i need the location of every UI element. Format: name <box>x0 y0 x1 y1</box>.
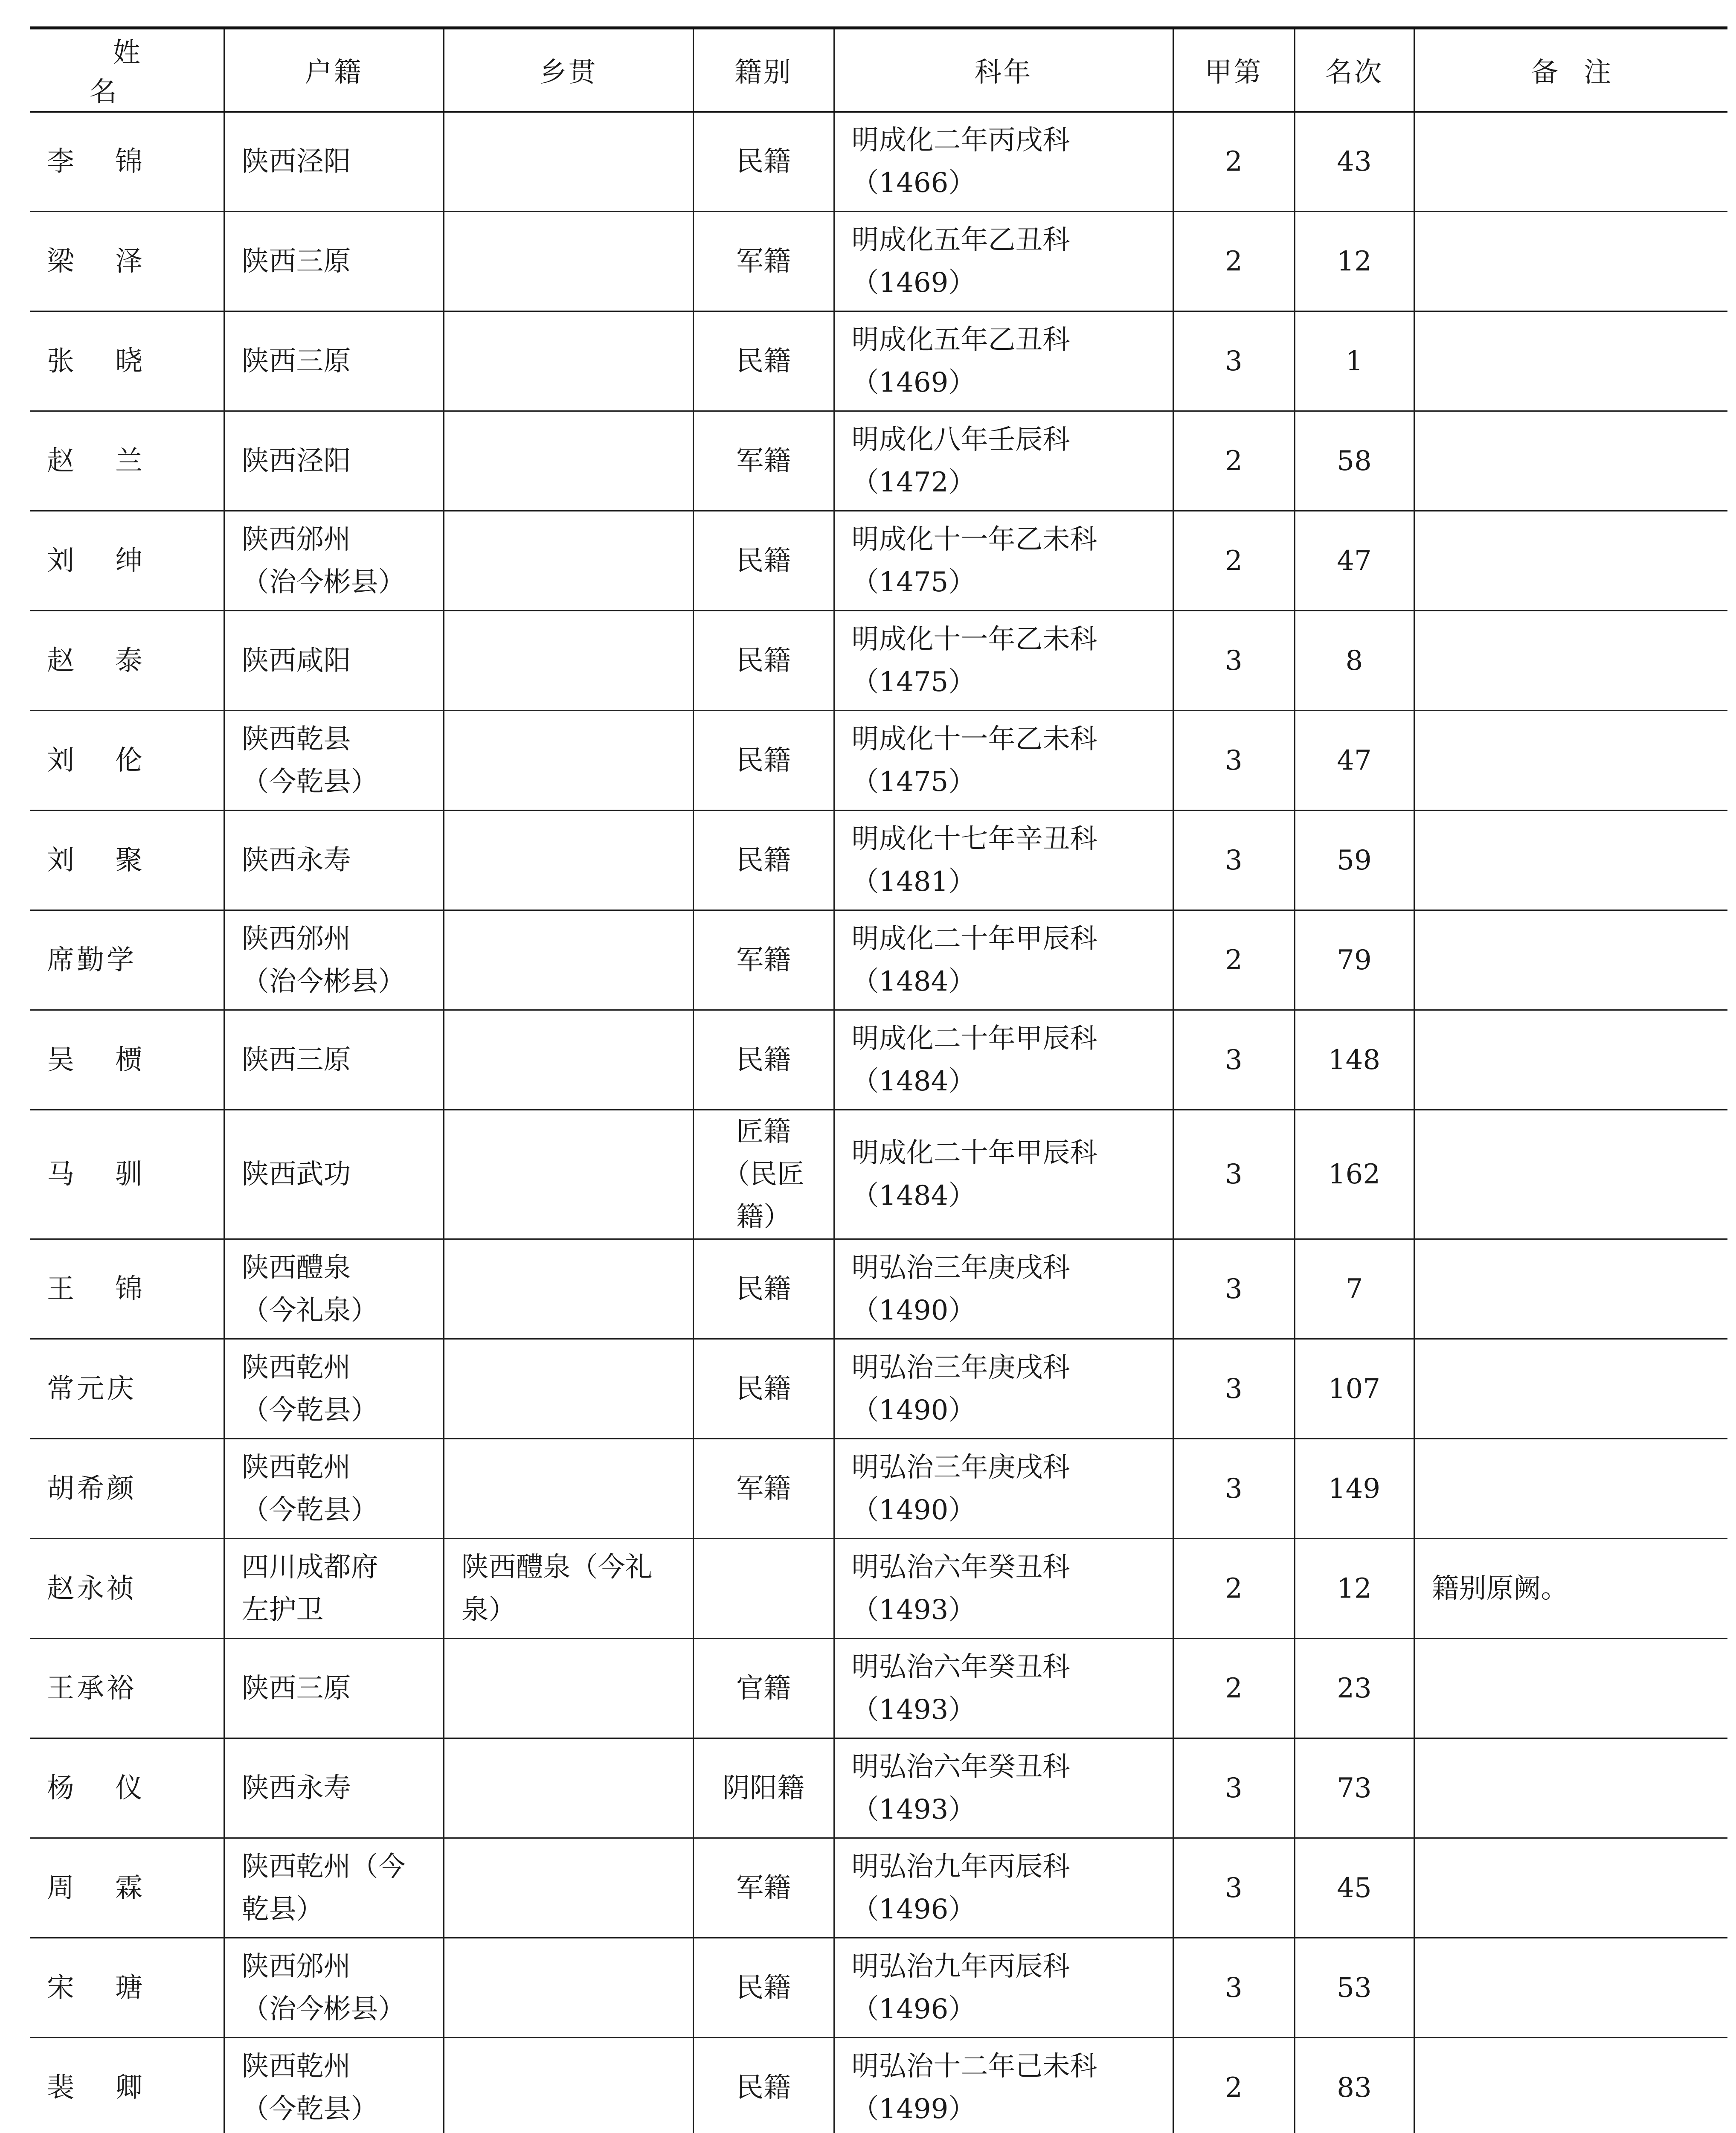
kenian-title: 明成化八年壬辰科 <box>851 424 1070 456</box>
kenian-title: 明弘治九年丙辰科 <box>851 1851 1070 1883</box>
header-huji: 户籍 <box>224 28 444 112</box>
cell-jibie: 军籍 <box>693 1439 834 1539</box>
cell-beizhu <box>1414 1838 1727 1938</box>
cell-kenian <box>834 511 1173 611</box>
cell-huji: 陕西邠州 （治今彬县） <box>224 910 444 1010</box>
cell-kenian <box>834 910 1173 1010</box>
kenian-title: 明弘治六年癸丑科 <box>851 1651 1070 1683</box>
cell-name: 赵泰 <box>30 611 224 711</box>
cell-beizhu <box>1414 1738 1727 1838</box>
cell-mingci: 1 <box>1295 311 1414 411</box>
cell-beizhu <box>1414 611 1727 711</box>
cell-kenian <box>834 1639 1173 1738</box>
kenian-title: 明成化二十年甲辰科 <box>851 1023 1097 1055</box>
cell-kenian <box>834 1938 1173 2038</box>
header-mingci: 名次 <box>1295 28 1414 112</box>
cell-jiadi: 2 <box>1173 112 1295 212</box>
kenian-year: （1490） <box>851 1494 976 1526</box>
table-row <box>30 1339 1727 1439</box>
cell-jibie: 军籍 <box>693 1838 834 1938</box>
cell-xiangguan <box>444 1938 693 2038</box>
cell-jibie: 民籍 <box>693 311 834 411</box>
table-row <box>30 1539 1727 1639</box>
cell-kenian <box>834 1738 1173 1838</box>
kenian-title: 明成化五年乙丑科 <box>851 324 1070 356</box>
table-row <box>30 1439 1727 1539</box>
cell-beizhu <box>1414 2038 1727 2133</box>
cell-kenian <box>834 311 1173 411</box>
cell-beizhu <box>1414 811 1727 910</box>
cell-jibie: 民籍 <box>693 611 834 711</box>
cell-huji: 陕西三原 <box>224 1010 444 1110</box>
cell-xiangguan <box>444 910 693 1010</box>
cell-name: 李锦 <box>30 112 224 212</box>
kenian-title: 明弘治六年癸丑科 <box>851 1551 1070 1583</box>
cell-kenian <box>834 1110 1173 1239</box>
cell-jiadi: 2 <box>1173 511 1295 611</box>
cell-huji: 陕西三原 <box>224 1639 444 1738</box>
kenian-year: （1481） <box>851 866 976 898</box>
cell-xiangguan <box>444 112 693 212</box>
kenian-title: 明成化十七年辛丑科 <box>851 823 1097 855</box>
kenian-title: 明弘治三年庚戌科 <box>851 1451 1070 1483</box>
table-row <box>30 1110 1727 1239</box>
cell-xiangguan <box>444 1838 693 1938</box>
cell-jibie: 官籍 <box>693 1639 834 1738</box>
kenian-title: 明弘治三年庚戌科 <box>851 1351 1070 1383</box>
cell-xiangguan <box>444 1010 693 1110</box>
cell-xiangguan <box>444 511 693 611</box>
table-row <box>30 212 1727 311</box>
kenian-year: （1496） <box>851 1893 976 1925</box>
cell-jiadi: 3 <box>1173 811 1295 910</box>
cell-kenian <box>834 1838 1173 1938</box>
table-row <box>30 1010 1727 1110</box>
header-jibie: 籍别 <box>693 28 834 112</box>
cell-xiangguan <box>444 1110 693 1239</box>
cell-huji: 陕西乾县 （今乾县） <box>224 711 444 811</box>
cell-name: 刘伦 <box>30 711 224 811</box>
table-row <box>30 112 1727 212</box>
table-row <box>30 311 1727 411</box>
cell-beizhu <box>1414 411 1727 511</box>
cell-jiadi: 3 <box>1173 711 1295 811</box>
cell-mingci: 149 <box>1295 1439 1414 1539</box>
cell-xiangguan <box>444 1439 693 1539</box>
cell-name: 王承裕 <box>30 1639 224 1738</box>
cell-jiadi: 2 <box>1173 411 1295 511</box>
cell-name: 赵兰 <box>30 411 224 511</box>
kenian-year: （1496） <box>851 1993 976 2025</box>
cell-xiangguan <box>444 611 693 711</box>
cell-beizhu <box>1414 1639 1727 1738</box>
kenian-year: （1484） <box>851 1180 976 1212</box>
cell-huji: 陕西乾州 （今乾县） <box>224 1339 444 1439</box>
kenian-title: 明弘治十二年己未科 <box>851 2050 1097 2082</box>
cell-jiadi: 2 <box>1173 2038 1295 2133</box>
cell-name: 马驯 <box>30 1110 224 1239</box>
kenian-title: 明成化十一年乙未科 <box>851 623 1097 655</box>
cell-beizhu <box>1414 112 1727 212</box>
cell-huji: 陕西泾阳 <box>224 411 444 511</box>
kenian-year: （1469） <box>851 366 976 398</box>
table-row <box>30 611 1727 711</box>
cell-xiangguan <box>444 1639 693 1738</box>
cell-mingci: 148 <box>1295 1010 1414 1110</box>
cell-xiangguan <box>444 1239 693 1339</box>
table-row <box>30 511 1727 611</box>
cell-kenian <box>834 2038 1173 2133</box>
cell-jibie: 民籍 <box>693 711 834 811</box>
header-beizhu: 备注 <box>1414 28 1727 112</box>
cell-huji: 陕西乾州 （今乾县） <box>224 2038 444 2133</box>
cell-kenian <box>834 811 1173 910</box>
cell-beizhu <box>1414 1439 1727 1539</box>
table-row <box>30 711 1727 811</box>
header-name: 姓名 <box>30 28 224 112</box>
cell-beizhu <box>1414 711 1727 811</box>
cell-name: 常元庆 <box>30 1339 224 1439</box>
cell-jiadi: 2 <box>1173 1639 1295 1738</box>
kenian-title: 明成化二十年甲辰科 <box>851 923 1097 955</box>
table-row <box>30 910 1727 1010</box>
kenian-year: （1493） <box>851 1694 976 1726</box>
cell-kenian <box>834 1010 1173 1110</box>
cell-huji: 陕西永寿 <box>224 1738 444 1838</box>
kenian-year: （1484） <box>851 965 976 997</box>
header-xiangguan: 乡贯 <box>444 28 693 112</box>
cell-jiadi: 3 <box>1173 611 1295 711</box>
cell-beizhu <box>1414 910 1727 1010</box>
jinshi-roster-table <box>30 26 1727 2133</box>
cell-mingci: 73 <box>1295 1738 1414 1838</box>
kenian-year: （1475） <box>851 566 976 598</box>
cell-xiangguan: 陕西醴泉（今礼 泉） <box>444 1539 693 1639</box>
cell-mingci: 79 <box>1295 910 1414 1010</box>
kenian-title: 明成化十一年乙未科 <box>851 523 1097 555</box>
cell-kenian <box>834 212 1173 311</box>
cell-xiangguan <box>444 811 693 910</box>
cell-name: 周霖 <box>30 1838 224 1938</box>
kenian-year: （1493） <box>851 1793 976 1825</box>
cell-huji: 陕西乾州 （今乾县） <box>224 1439 444 1539</box>
cell-jibie: 军籍 <box>693 411 834 511</box>
cell-name: 席勤学 <box>30 910 224 1010</box>
cell-name: 裴卿 <box>30 2038 224 2133</box>
kenian-year: （1469） <box>851 267 976 299</box>
cell-beizhu <box>1414 1239 1727 1339</box>
cell-huji: 陕西泾阳 <box>224 112 444 212</box>
cell-xiangguan <box>444 1738 693 1838</box>
cell-kenian <box>834 711 1173 811</box>
cell-mingci: 8 <box>1295 611 1414 711</box>
cell-name: 胡希颜 <box>30 1439 224 1539</box>
cell-mingci: 43 <box>1295 112 1414 212</box>
cell-beizhu <box>1414 1339 1727 1439</box>
cell-jibie <box>693 1539 834 1639</box>
cell-mingci: 45 <box>1295 1838 1414 1938</box>
cell-huji: 陕西咸阳 <box>224 611 444 711</box>
cell-mingci: 59 <box>1295 811 1414 910</box>
cell-jibie: 民籍 <box>693 811 834 910</box>
cell-name: 张晓 <box>30 311 224 411</box>
table-body <box>30 112 1727 2133</box>
cell-jiadi: 3 <box>1173 1110 1295 1239</box>
kenian-title: 明弘治六年癸丑科 <box>851 1751 1070 1783</box>
cell-mingci: 107 <box>1295 1339 1414 1439</box>
kenian-year: （1475） <box>851 666 976 698</box>
cell-jibie: 军籍 <box>693 212 834 311</box>
cell-jiadi: 3 <box>1173 1239 1295 1339</box>
cell-mingci: 47 <box>1295 711 1414 811</box>
cell-jiadi: 2 <box>1173 910 1295 1010</box>
cell-jibie: 民籍 <box>693 112 834 212</box>
cell-jibie: 民籍 <box>693 1010 834 1110</box>
cell-kenian <box>834 611 1173 711</box>
cell-jibie: 民籍 <box>693 1339 834 1439</box>
cell-huji: 陕西醴泉 （今礼泉） <box>224 1239 444 1339</box>
table-row <box>30 2038 1727 2133</box>
cell-name: 杨仪 <box>30 1738 224 1838</box>
cell-huji: 陕西乾州（今 乾县） <box>224 1838 444 1938</box>
cell-jiadi: 3 <box>1173 1838 1295 1938</box>
kenian-title: 明成化五年乙丑科 <box>851 224 1070 256</box>
cell-mingci: 12 <box>1295 1539 1414 1639</box>
cell-mingci: 12 <box>1295 212 1414 311</box>
cell-jiadi: 3 <box>1173 1938 1295 2038</box>
cell-huji: 陕西武功 <box>224 1110 444 1239</box>
cell-mingci: 47 <box>1295 511 1414 611</box>
cell-jibie: 民籍 <box>693 1938 834 2038</box>
table-row <box>30 1938 1727 2038</box>
cell-name: 王锦 <box>30 1239 224 1339</box>
cell-kenian <box>834 1539 1173 1639</box>
cell-beizhu <box>1414 1110 1727 1239</box>
kenian-title: 明成化二十年甲辰科 <box>851 1137 1097 1169</box>
cell-huji: 陕西永寿 <box>224 811 444 910</box>
cell-kenian <box>834 1239 1173 1339</box>
cell-xiangguan <box>444 411 693 511</box>
kenian-year: （1484） <box>851 1065 976 1097</box>
cell-mingci: 7 <box>1295 1239 1414 1339</box>
cell-jibie: 阴阳籍 <box>693 1738 834 1838</box>
cell-jibie: 民籍 <box>693 2038 834 2133</box>
cell-xiangguan <box>444 1339 693 1439</box>
cell-xiangguan <box>444 2038 693 2133</box>
cell-name: 刘绅 <box>30 511 224 611</box>
header-kenian: 科年 <box>834 28 1173 112</box>
table-row <box>30 1738 1727 1838</box>
cell-huji: 陕西邠州 （治今彬县） <box>224 1938 444 2038</box>
cell-jiadi: 3 <box>1173 311 1295 411</box>
cell-huji: 陕西三原 <box>224 311 444 411</box>
cell-name: 刘聚 <box>30 811 224 910</box>
kenian-year: （1493） <box>851 1594 976 1626</box>
kenian-title: 明弘治三年庚戌科 <box>851 1252 1070 1284</box>
table-row <box>30 1239 1727 1339</box>
cell-kenian <box>834 1339 1173 1439</box>
cell-jibie: 民籍 <box>693 1239 834 1339</box>
kenian-title: 明成化十一年乙未科 <box>851 723 1097 755</box>
kenian-year: （1466） <box>851 167 976 199</box>
cell-jiadi: 3 <box>1173 1439 1295 1539</box>
cell-kenian <box>834 112 1173 212</box>
cell-mingci: 53 <box>1295 1938 1414 2038</box>
kenian-year: （1472） <box>851 466 976 498</box>
kenian-title: 明弘治九年丙辰科 <box>851 1950 1070 1982</box>
kenian-year: （1490） <box>851 1294 976 1326</box>
table-row <box>30 1639 1727 1738</box>
cell-mingci: 83 <box>1295 2038 1414 2133</box>
header-row <box>30 28 1727 112</box>
cell-beizhu: 籍别原阙。 <box>1414 1539 1727 1639</box>
cell-beizhu <box>1414 311 1727 411</box>
kenian-year: （1490） <box>851 1394 976 1426</box>
cell-name: 宋瑭 <box>30 1938 224 2038</box>
kenian-title: 明成化二年丙戌科 <box>851 124 1070 156</box>
cell-beizhu <box>1414 511 1727 611</box>
table-row <box>30 811 1727 910</box>
cell-beizhu <box>1414 1938 1727 2038</box>
cell-xiangguan <box>444 311 693 411</box>
cell-jibie: 匠籍 （民匠籍） <box>693 1110 834 1239</box>
cell-mingci: 58 <box>1295 411 1414 511</box>
kenian-year: （1499） <box>851 2093 976 2125</box>
cell-beizhu <box>1414 212 1727 311</box>
cell-jiadi: 2 <box>1173 1539 1295 1639</box>
header-jiadi: 甲第 <box>1173 28 1295 112</box>
cell-kenian <box>834 411 1173 511</box>
cell-name: 赵永祯 <box>30 1539 224 1639</box>
cell-huji: 四川成都府 左护卫 <box>224 1539 444 1639</box>
cell-jiadi: 3 <box>1173 1738 1295 1838</box>
cell-huji: 陕西三原 <box>224 212 444 311</box>
cell-jiadi: 3 <box>1173 1339 1295 1439</box>
cell-xiangguan <box>444 711 693 811</box>
cell-name: 梁泽 <box>30 212 224 311</box>
cell-jibie: 民籍 <box>693 511 834 611</box>
table-row <box>30 411 1727 511</box>
cell-jiadi: 2 <box>1173 212 1295 311</box>
cell-xiangguan <box>444 212 693 311</box>
cell-jiadi: 3 <box>1173 1010 1295 1110</box>
cell-beizhu <box>1414 1010 1727 1110</box>
cell-mingci: 23 <box>1295 1639 1414 1738</box>
cell-mingci: 162 <box>1295 1110 1414 1239</box>
cell-name: 吴槚 <box>30 1010 224 1110</box>
kenian-year: （1475） <box>851 766 976 798</box>
cell-huji: 陕西邠州 （治今彬县） <box>224 511 444 611</box>
table-row <box>30 1838 1727 1938</box>
cell-kenian <box>834 1439 1173 1539</box>
cell-jibie: 军籍 <box>693 910 834 1010</box>
